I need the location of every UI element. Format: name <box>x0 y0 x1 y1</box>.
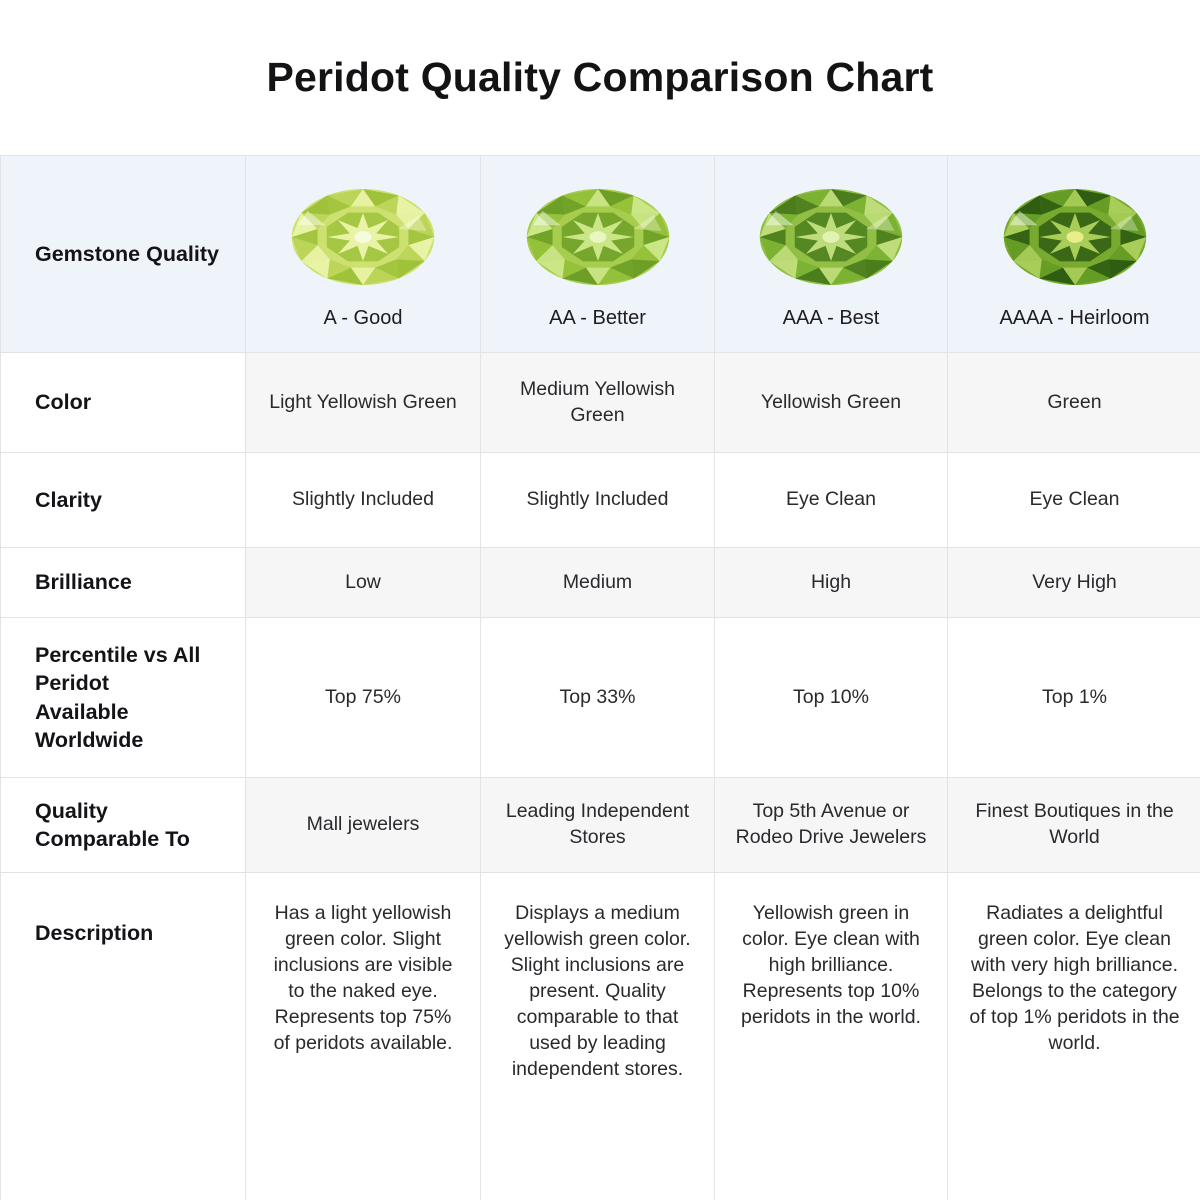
cell-percentile-vs-all-peridot-available-worldwide-aaa-best <box>715 618 948 778</box>
cell-clarity-a-good <box>246 453 481 548</box>
cell-clarity-aaa-best <box>715 453 948 548</box>
cell-value: High <box>810 570 852 593</box>
cell-value: Top 10% <box>793 685 869 708</box>
gem-image-a-good <box>288 183 438 291</box>
row-label-percentile-vs-all-peridot-available-worldwide <box>1 618 246 778</box>
cell-value: Mall jewelers <box>306 813 420 836</box>
cell-value: Very High <box>1032 570 1117 593</box>
row-label-brilliance <box>1 548 246 618</box>
cell-brilliance-aa-better <box>481 548 715 618</box>
cell-value: Slightly Included <box>291 488 434 511</box>
cell-value: Green <box>1047 390 1102 413</box>
row-label-quality-comparable-to <box>1 778 246 873</box>
cell-value: Medium <box>562 570 633 593</box>
row-label-text: Description <box>35 921 154 945</box>
cell-value: Top 1% <box>1041 685 1108 708</box>
gem-image-aaaa-heirloom <box>1000 183 1150 291</box>
cell-value: Eye Clean <box>786 488 876 511</box>
cell-quality-comparable-to-aa-better <box>481 778 715 873</box>
cell-color-aaaa-heirloom <box>948 353 1200 453</box>
page-title: Peridot Quality Comparison Chart <box>266 54 934 100</box>
cell-color-aa-better <box>481 353 715 453</box>
cell-percentile-vs-all-peridot-available-worldwide-a-good <box>246 618 481 778</box>
cell-description-aaa-best <box>715 873 948 1200</box>
cell-brilliance-a-good <box>246 548 481 618</box>
row-label-text: Percentile vs All Peridot Available Worldwide <box>35 642 201 752</box>
cell-value: Yellowish green in color. Eye clean with high brilliance. Represents top 10% peridots in the world. <box>741 902 921 1028</box>
header-row-label <box>1 156 246 353</box>
gem-image-aa-better <box>523 183 673 291</box>
cell-description-a-good <box>246 873 481 1200</box>
grade-header-aa-better <box>481 156 715 353</box>
cell-percentile-vs-all-peridot-available-worldwide-aaaa-heirloom <box>948 618 1200 778</box>
cell-value: Has a light yellowish green color. Slight inclusions are visible to the naked eye. Represents top 75% of peridots available. <box>273 902 453 1054</box>
cell-value: Yellowish Green <box>760 390 902 413</box>
grade-header-a-good <box>246 156 481 353</box>
cell-value: Low <box>345 570 381 593</box>
cell-brilliance-aaaa-heirloom <box>948 548 1200 618</box>
grade-header-aaa-best <box>715 156 948 353</box>
cell-description-aa-better <box>481 873 715 1200</box>
cell-value: Top 33% <box>559 685 636 708</box>
title-bar <box>0 0 1200 155</box>
grade-label: A - Good <box>323 306 403 329</box>
cell-value: Medium Yellowish Green <box>519 377 675 426</box>
cell-value: Radiates a delightful green color. Eye clean with very high brilliance. Belongs to the category of top 1% peridots in the world. <box>969 902 1180 1054</box>
row-label-color <box>1 353 246 453</box>
cell-value: Leading Independent Stores <box>505 800 690 848</box>
row-label-description <box>1 873 246 1200</box>
row-label-text: Color <box>35 390 92 415</box>
grade-label: AA - Better <box>549 306 646 329</box>
cell-value: Top 5th Avenue or Rodeo Drive Jewelers <box>735 800 927 848</box>
cell-description-aaaa-heirloom <box>948 873 1200 1200</box>
grade-header-aaaa-heirloom <box>948 156 1200 353</box>
cell-quality-comparable-to-a-good <box>246 778 481 873</box>
cell-value: Displays a medium yellowish green color. Slight inclusions are present. Quality comparable to that used by leading independent stores. <box>504 902 691 1080</box>
cell-clarity-aa-better <box>481 453 715 548</box>
cell-value: Slightly Included <box>526 488 669 511</box>
cell-clarity-aaaa-heirloom <box>948 453 1200 548</box>
row-label-clarity <box>1 453 246 548</box>
row-label-text: Quality Comparable To <box>35 798 190 851</box>
comparison-table <box>0 155 1200 1200</box>
cell-value: Light Yellowish Green <box>269 390 457 413</box>
row-label-text: Clarity <box>35 487 102 512</box>
cell-value: Top 75% <box>325 685 401 708</box>
header-row-label-text: Gemstone Quality <box>35 241 219 266</box>
cell-value: Eye Clean <box>1029 488 1120 511</box>
cell-quality-comparable-to-aaa-best <box>715 778 948 873</box>
cell-brilliance-aaa-best <box>715 548 948 618</box>
cell-value: Finest Boutiques in the World <box>975 800 1174 848</box>
row-label-text: Brilliance <box>35 570 132 595</box>
gem-image-aaa-best <box>756 183 906 291</box>
grade-label: AAA - Best <box>782 306 880 329</box>
grade-label: AAAA - Heirloom <box>999 306 1150 329</box>
cell-percentile-vs-all-peridot-available-worldwide-aa-better <box>481 618 715 778</box>
cell-quality-comparable-to-aaaa-heirloom <box>948 778 1200 873</box>
cell-color-a-good <box>246 353 481 453</box>
cell-color-aaa-best <box>715 353 948 453</box>
